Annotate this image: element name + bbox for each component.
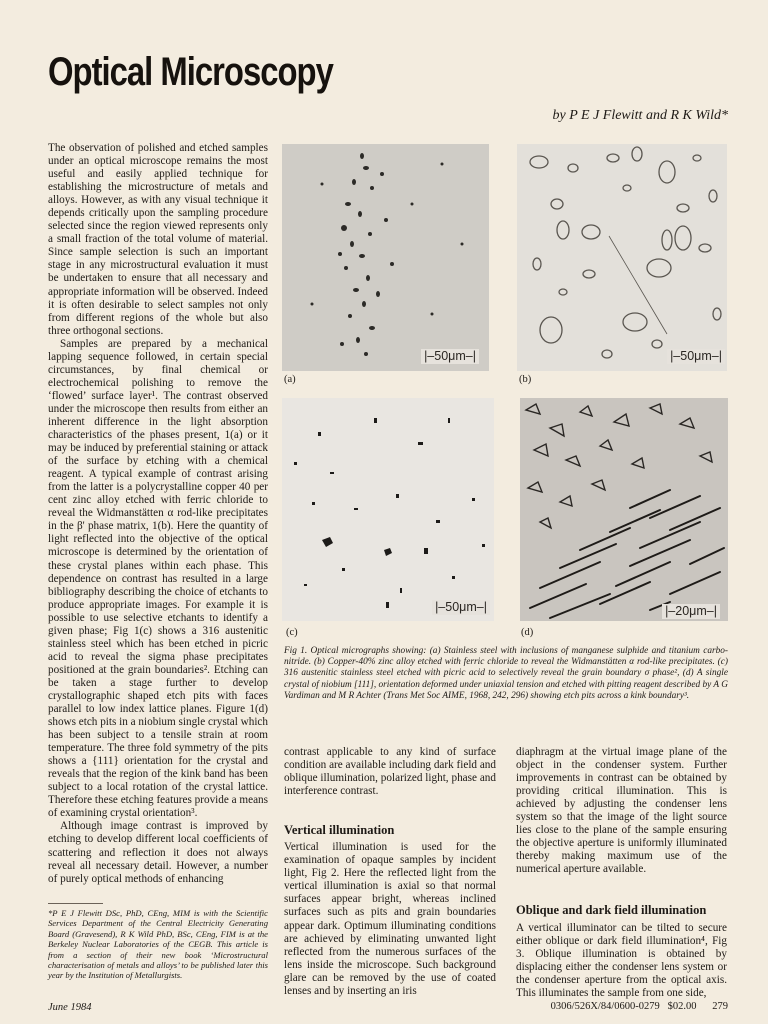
scale-value: 50μm — [680, 349, 712, 363]
author-footnote: *P E J Flewitt DSc, PhD, CEng, MIM is with the Scientific Services Department of the Central Electricity Generating Board (Gravesend), R K Wild PhD, BSc, CEng, FIM is at the Berkeley Nuclear Laboratories of the CEGB. This article is from a section of their new book ‘Microstructural characterisation of metals and alloys’ to be published later this year by the Institution of Metallurgists. — [48, 908, 268, 981]
scale-bar — [667, 349, 725, 364]
scale-start-tick: |– — [435, 600, 446, 614]
issue-date: June 1984 — [48, 1002, 92, 1013]
column-2 — [284, 746, 496, 998]
panel-label-b: (b) — [519, 374, 532, 385]
scale-bar — [662, 604, 720, 619]
section-heading: Vertical illumination — [284, 823, 395, 838]
paragraph: Vertical illumination is used for the examination of opaque samples by incident light, Fig 2. Here the reflected light from the vertical illumination is axial so that normal surfaces appear bright, whereas inclined surfaces such as pits and grain boundaries appear dark. Optimum illuminating conditions are achieved by eliminating unwanted light reflected from the numerous surfaces of the lens inside the microscope. Such background glare can be removed by the use of coated lenses and by inserting an iris — [284, 841, 496, 997]
panel-label-a: (a) — [284, 374, 296, 385]
scale-end-tick: –| — [465, 349, 476, 363]
paragraph: diaphragm at the virtual image plane of the object in the condenser system. Further improvements in contrast can be obtained by providing critical illumination. This is achieved by adjusting the condenser lens system so that the image of the light source lies close to the plane of the sample ensuring the objective aperture is uniformly illuminated thereby making maximum use of the numerical aperture available. — [516, 746, 727, 876]
issn-code: 0306/526X/84/0600-0279 $02.00 — [550, 1001, 697, 1012]
scale-value: 50μm — [445, 600, 477, 614]
paragraph: Samples are prepared by a mechanical lapping sequence followed, in certain special circumstances, by final chemical or electrochemical polishing to remove the ‘flowed’ surface layer¹. The contrast observed under the microscope then results from either an inherent difference in the light absorption characteristics of the phases present, 1(a) or it may be induced by preferential staining or attack of the surface by etching with a chemical reagent. A typical example of contrast arising from the latter is a polycrystalline copper 40 per cent zinc alloy etched with ferric chloride to reveal the Widmanstätten α rod-like precipitates in the β' phase matrix, 1(b). Here the quantity of light reflected into the objective of the optical microscope is determined by the orientation of these crystal planes within each phase. This dependence on contrast has resulted in a large bibliography describing the choice of etchants to produce appropriate images. For example it is possible to use selective etchants to identify a given phase; Fig 1(c) shows a 316 austenitic stainless steel which has been etched in picric acid to reveal the sigma phase precipitates positioned at the grain boundaries². Etching can be taken a stage further to develop crystallographic shaped etch pits with faces parallel to low index lattice planes. Figure 1(d) shows etch pits in a niobium single crystal which has been subject to a tensile strain at room temperature. The three fold symmetry of the pits shows a {111} orientation for the crystal and reveals that the region of the kink band has been subject to a local rotation of the crystal lattice. Therefore these etching features provide a means of examining crystal orientation³. — [48, 337, 268, 820]
paragraph: Although image contrast is improved by etching to develop different local coefficients of scattering and reflection it does not always reveal all necessary detail. However, a number of purely optical methods of enhancing — [48, 820, 268, 885]
column-3 — [516, 746, 727, 1000]
scale-start-tick: |– — [424, 349, 435, 363]
scale-start-tick: |– — [665, 604, 676, 618]
scale-value: 50μm — [434, 349, 466, 363]
column-1 — [48, 142, 268, 886]
paragraph: The observation of polished and etched samples under an optical microscope remains the most useful and easily applied technique for establishing the microstructure of metals and alloys. However, as with any visual technique it depends critically upon the sampling procedure selected since the region viewed represents only a small fraction of the total volume of material. Since sample selection is such an important stage in any microstructural evaluation it must be undertaken to ensure that all necessary and appropriate information will be observed. Indeed it is often desirable to select samples not only from different regions of the whole but also three orthogonal sections. — [48, 142, 268, 337]
scale-start-tick: |– — [670, 349, 681, 363]
micrograph-d — [520, 398, 728, 621]
article-title: Optical Microscopy — [48, 50, 333, 94]
paragraph: A vertical illuminator can be tilted to secure either oblique or dark field illumination⁴, Fig 3. Oblique illumination is obtained by displacing either the condenser lens system or the condenser aperture from the optical axis. This illuminates the sample from one side, — [516, 921, 727, 999]
micrograph-a — [282, 144, 489, 371]
scale-end-tick: –| — [476, 600, 487, 614]
figure-caption: Fig 1. Optical micrographs showing: (a) Stainless steel with inclusions of manganese sulphide and titanium carbo-nitride. (b) Copper-40% zinc alloy etched with ferric chloride to reveal the Widmanstätten α rod-like precipitates. (c) 316 austenitic stainless steel etched with picric acid to selectively reveal the grain boundary σ phase², (d) A single crystal of niobium [111], orientation deformed under uniaxial tension and etched with pitting reagent described by A G Vardiman and M R Achter (Trans Met Soc AIME, 1968, 242, 296) showing etch pits across a kink boundary³. — [284, 646, 728, 701]
page-number: 279 — [712, 1001, 728, 1012]
paragraph: contrast applicable to any kind of surface condition are available including dark field and oblique illumination, polarized light, phase and interference contrast. — [284, 746, 496, 798]
footer-right — [551, 1001, 728, 1012]
scale-bar — [432, 600, 490, 615]
section-heading: Oblique and dark field illumination — [516, 903, 707, 918]
scale-end-tick: –| — [706, 604, 717, 618]
footnote-rule — [48, 903, 103, 904]
scale-value: 20μm — [675, 604, 707, 618]
panel-label-d: (d) — [521, 627, 534, 638]
scale-bar — [421, 349, 479, 364]
panel-label-c: (c) — [286, 627, 298, 638]
micrograph-c — [282, 398, 494, 621]
scale-end-tick: –| — [711, 349, 722, 363]
byline: by P E J Flewitt and R K Wild* — [552, 108, 728, 123]
micrograph-b — [517, 144, 727, 371]
